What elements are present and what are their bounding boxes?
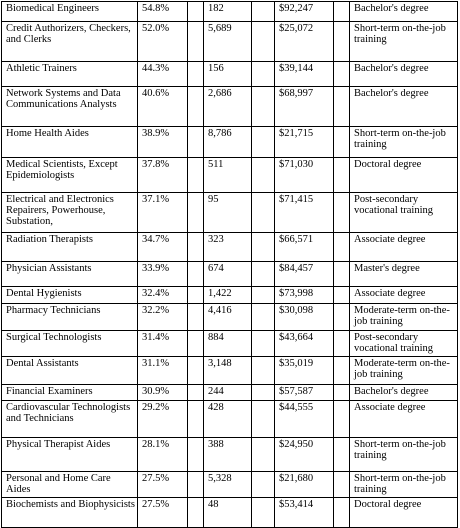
occupation-cell: Surgical Technologists: [2, 331, 138, 357]
annual-openings-cell: 388: [204, 438, 252, 472]
education-level-cell: Bachelor's degree: [350, 62, 458, 87]
spacer-cell: [334, 87, 350, 127]
spacer-cell: [334, 438, 350, 472]
annual-openings-cell: 8,786: [204, 127, 252, 158]
spacer-cell: [252, 331, 275, 357]
education-level-cell: Post-secondary vocational training: [350, 193, 458, 233]
growth-rate-cell: 33.9%: [138, 262, 188, 287]
spacer-cell: [188, 304, 204, 331]
spacer-cell: [188, 87, 204, 127]
occupation-cell: Medical Scientists, Except Epidemiologists: [2, 158, 138, 193]
occupation-cell: Home Health Aides: [2, 127, 138, 158]
spacer-cell: [252, 438, 275, 472]
table-row: [2, 401, 458, 438]
growth-rate-cell: 44.3%: [138, 62, 188, 87]
table-row: [2, 62, 458, 87]
table-row: [2, 331, 458, 357]
table-body: [2, 2, 458, 528]
occupation-cell: Cardiovascular Technologists and Technicians: [2, 401, 138, 438]
education-level-cell: Doctoral degree: [350, 498, 458, 528]
table-row: [2, 498, 458, 528]
spacer-cell: [334, 127, 350, 158]
annual-openings-cell: 95: [204, 193, 252, 233]
occupation-cell: Credit Authorizers, Checkers, and Clerks: [2, 22, 138, 62]
education-level-cell: Associate degree: [350, 233, 458, 262]
occupation-cell: Radiation Therapists: [2, 233, 138, 262]
annual-openings-cell: 323: [204, 233, 252, 262]
occupation-cell: Biochemists and Biophysicists: [2, 498, 138, 528]
spacer-cell: [188, 438, 204, 472]
occupation-cell: Personal and Home Care Aides: [2, 472, 138, 498]
education-level-cell: Short-term on-the-job training: [350, 127, 458, 158]
growth-rate-cell: 31.4%: [138, 331, 188, 357]
table-row: [2, 472, 458, 498]
spacer-cell: [188, 233, 204, 262]
table-row: [2, 127, 458, 158]
spacer-cell: [334, 233, 350, 262]
spacer-cell: [188, 401, 204, 438]
growth-rate-cell: 27.5%: [138, 498, 188, 528]
spacer-cell: [334, 62, 350, 87]
education-level-cell: Associate degree: [350, 401, 458, 438]
median-wage-cell: $30,098: [275, 304, 334, 331]
spacer-cell: [252, 498, 275, 528]
table-row: [2, 304, 458, 331]
table-row: [2, 22, 458, 62]
annual-openings-cell: 2,686: [204, 87, 252, 127]
occupation-table-container: [1, 1, 458, 528]
growth-rate-cell: 27.5%: [138, 472, 188, 498]
table-row: [2, 87, 458, 127]
spacer-cell: [252, 233, 275, 262]
education-level-cell: Bachelor's degree: [350, 385, 458, 401]
spacer-cell: [334, 158, 350, 193]
median-wage-cell: $71,415: [275, 193, 334, 233]
spacer-cell: [334, 401, 350, 438]
annual-openings-cell: 48: [204, 498, 252, 528]
growth-rate-cell: 30.9%: [138, 385, 188, 401]
median-wage-cell: $71,030: [275, 158, 334, 193]
growth-rate-cell: 31.1%: [138, 357, 188, 385]
education-level-cell: Moderate-term on-the-job training: [350, 357, 458, 385]
spacer-cell: [252, 193, 275, 233]
education-level-cell: Doctoral degree: [350, 158, 458, 193]
table-row: [2, 438, 458, 472]
growth-rate-cell: 54.8%: [138, 2, 188, 22]
growth-rate-cell: 32.4%: [138, 287, 188, 304]
occupation-cell: Pharmacy Technicians: [2, 304, 138, 331]
spacer-cell: [188, 331, 204, 357]
education-level-cell: Master's degree: [350, 262, 458, 287]
median-wage-cell: $44,555: [275, 401, 334, 438]
spacer-cell: [188, 127, 204, 158]
growth-rate-cell: 37.1%: [138, 193, 188, 233]
growth-rate-cell: 29.2%: [138, 401, 188, 438]
median-wage-cell: $66,571: [275, 233, 334, 262]
growth-rate-cell: 34.7%: [138, 233, 188, 262]
spacer-cell: [252, 158, 275, 193]
spacer-cell: [252, 62, 275, 87]
spacer-cell: [334, 262, 350, 287]
table-row: [2, 193, 458, 233]
median-wage-cell: $21,715: [275, 127, 334, 158]
table-row: [2, 262, 458, 287]
occupation-cell: Biomedical Engineers: [2, 2, 138, 22]
spacer-cell: [252, 287, 275, 304]
spacer-cell: [334, 331, 350, 357]
annual-openings-cell: 5,689: [204, 22, 252, 62]
annual-openings-cell: 511: [204, 158, 252, 193]
table-row: [2, 233, 458, 262]
annual-openings-cell: 3,148: [204, 357, 252, 385]
education-level-cell: Moderate-term on-the-job training: [350, 304, 458, 331]
education-level-cell: Associate degree: [350, 287, 458, 304]
occupation-cell: Electrical and Electronics Repairers, Powerhouse, Substation,: [2, 193, 138, 233]
education-level-cell: Short-term on-the-job training: [350, 22, 458, 62]
spacer-cell: [188, 2, 204, 22]
spacer-cell: [334, 472, 350, 498]
spacer-cell: [334, 385, 350, 401]
education-level-cell: Post-secondary vocational training: [350, 331, 458, 357]
spacer-cell: [188, 158, 204, 193]
median-wage-cell: $84,457: [275, 262, 334, 287]
growth-rate-cell: 52.0%: [138, 22, 188, 62]
median-wage-cell: $39,144: [275, 62, 334, 87]
spacer-cell: [252, 22, 275, 62]
occupation-growth-table: [1, 1, 458, 528]
spacer-cell: [188, 498, 204, 528]
spacer-cell: [252, 127, 275, 158]
median-wage-cell: $68,997: [275, 87, 334, 127]
table-row: [2, 357, 458, 385]
growth-rate-cell: 38.9%: [138, 127, 188, 158]
occupation-cell: Network Systems and Data Communications Analysts: [2, 87, 138, 127]
annual-openings-cell: 884: [204, 331, 252, 357]
spacer-cell: [252, 401, 275, 438]
education-level-cell: Short-term on-the-job training: [350, 438, 458, 472]
annual-openings-cell: 1,422: [204, 287, 252, 304]
annual-openings-cell: 4,416: [204, 304, 252, 331]
spacer-cell: [188, 287, 204, 304]
spacer-cell: [252, 357, 275, 385]
spacer-cell: [188, 262, 204, 287]
spacer-cell: [252, 385, 275, 401]
spacer-cell: [252, 2, 275, 22]
occupation-cell: Financial Examiners: [2, 385, 138, 401]
growth-rate-cell: 32.2%: [138, 304, 188, 331]
growth-rate-cell: 28.1%: [138, 438, 188, 472]
spacer-cell: [188, 193, 204, 233]
spacer-cell: [334, 357, 350, 385]
table-row: [2, 287, 458, 304]
median-wage-cell: $73,998: [275, 287, 334, 304]
table-row: [2, 158, 458, 193]
spacer-cell: [334, 2, 350, 22]
median-wage-cell: $24,950: [275, 438, 334, 472]
spacer-cell: [252, 87, 275, 127]
spacer-cell: [334, 287, 350, 304]
spacer-cell: [188, 385, 204, 401]
median-wage-cell: $35,019: [275, 357, 334, 385]
annual-openings-cell: 244: [204, 385, 252, 401]
spacer-cell: [252, 472, 275, 498]
growth-rate-cell: 40.6%: [138, 87, 188, 127]
table-row: [2, 2, 458, 22]
education-level-cell: Bachelor's degree: [350, 2, 458, 22]
median-wage-cell: $21,680: [275, 472, 334, 498]
median-wage-cell: $57,587: [275, 385, 334, 401]
spacer-cell: [188, 472, 204, 498]
annual-openings-cell: 182: [204, 2, 252, 22]
spacer-cell: [188, 22, 204, 62]
spacer-cell: [334, 304, 350, 331]
median-wage-cell: $53,414: [275, 498, 334, 528]
annual-openings-cell: 5,328: [204, 472, 252, 498]
spacer-cell: [334, 22, 350, 62]
spacer-cell: [252, 304, 275, 331]
growth-rate-cell: 37.8%: [138, 158, 188, 193]
median-wage-cell: $92,247: [275, 2, 334, 22]
spacer-cell: [252, 262, 275, 287]
spacer-cell: [188, 62, 204, 87]
median-wage-cell: $25,072: [275, 22, 334, 62]
annual-openings-cell: 156: [204, 62, 252, 87]
occupation-cell: Dental Assistants: [2, 357, 138, 385]
occupation-cell: Dental Hygienists: [2, 287, 138, 304]
education-level-cell: Bachelor's degree: [350, 87, 458, 127]
occupation-cell: Physical Therapist Aides: [2, 438, 138, 472]
education-level-cell: Short-term on-the-job training: [350, 472, 458, 498]
median-wage-cell: $43,664: [275, 331, 334, 357]
annual-openings-cell: 674: [204, 262, 252, 287]
spacer-cell: [334, 193, 350, 233]
occupation-cell: Athletic Trainers: [2, 62, 138, 87]
spacer-cell: [188, 357, 204, 385]
spacer-cell: [334, 498, 350, 528]
annual-openings-cell: 428: [204, 401, 252, 438]
occupation-cell: Physician Assistants: [2, 262, 138, 287]
table-row: [2, 385, 458, 401]
